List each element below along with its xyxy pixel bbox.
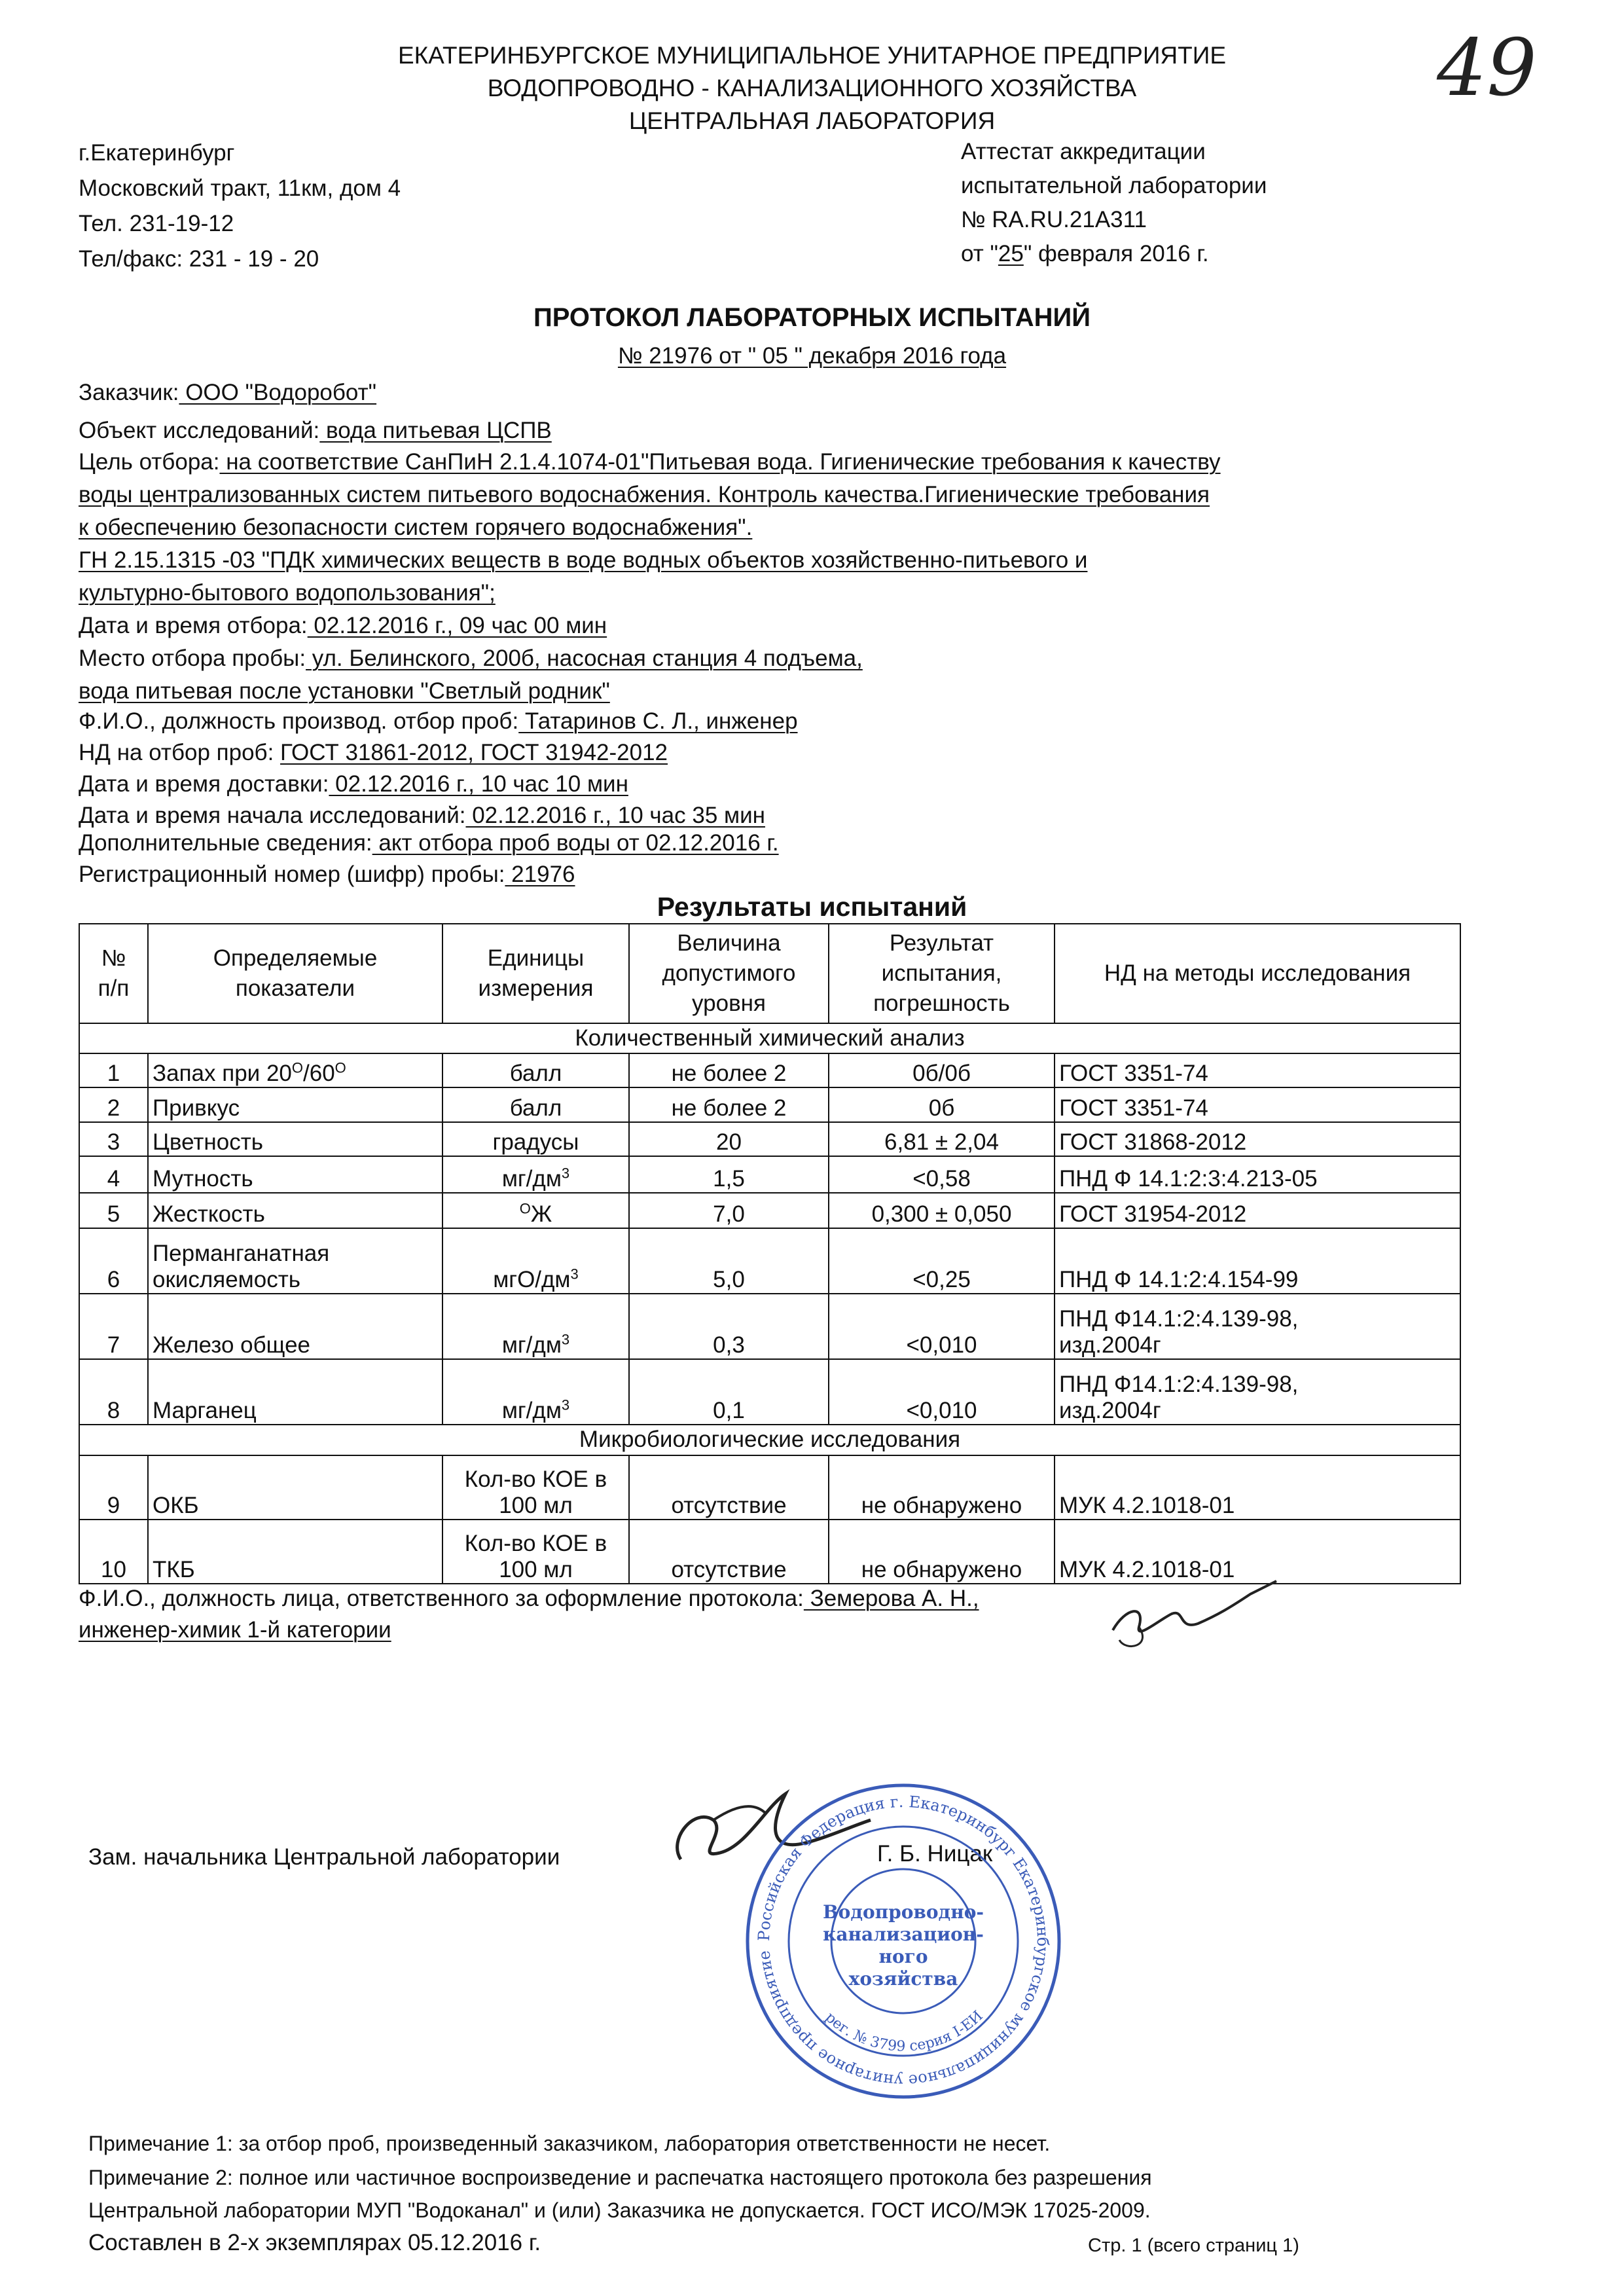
protocol-title: ПРОТОКОЛ ЛАБОРАТОРНЫХ ИСПЫТАНИЙ <box>533 303 1091 332</box>
table-row <box>79 1156 1460 1193</box>
row-unit: $^О$Ж <box>442 1193 629 1228</box>
row-indicator: Привкус <box>148 1087 442 1121</box>
row-unit: балл <box>442 1053 629 1087</box>
row-method: ПНД Ф 14.1:2:3:4.213-05 <box>1055 1156 1460 1193</box>
row-unit: $мг/дм^3$ <box>442 1294 629 1359</box>
row-result: 0б <box>829 1087 1055 1121</box>
row-result: 6,81 ± 2,04 <box>829 1122 1055 1156</box>
note-1: Примечание 1: за отбор проб, произведенный заказчиком, лаборатория ответственности не несет. <box>88 2132 1051 2155</box>
row-limit: 1,5 <box>629 1156 829 1193</box>
address-fax: Тел/факс: 231 - 19 - 20 <box>79 246 319 272</box>
purpose-field-line-3: к обеспечению безопасности систем горячего водоснабжения". <box>79 515 753 540</box>
row-method: ГОСТ 31954-2012 <box>1055 1193 1460 1228</box>
row-method: ГОСТ 3351-74 <box>1055 1087 1460 1121</box>
col-header-unit: Единицы измерения <box>442 924 629 1023</box>
handwritten-page-number: 49 <box>1437 23 1537 114</box>
svg-text:хозяйства: хозяйства <box>848 1968 958 1990</box>
table-row <box>79 1455 1460 1520</box>
table-header-row <box>79 924 1460 1023</box>
row-unit: Кол-во КОЕ в 100 мл <box>442 1520 629 1584</box>
row-number: 1 <box>79 1053 148 1087</box>
row-indicator: Мутность <box>148 1156 442 1193</box>
row-limit: отсутствие <box>629 1455 829 1520</box>
table-row <box>79 1122 1460 1156</box>
accreditation-line-2: испытательной лаборатории <box>961 173 1267 198</box>
col-header-indicator: Определяемые показатели <box>148 924 442 1023</box>
row-number: 2 <box>79 1087 148 1121</box>
copies-note: Составлен в 2-х экземплярах 05.12.2016 г. <box>88 2230 541 2255</box>
row-result: 0,300 ± 0,050 <box>829 1193 1055 1228</box>
results-table <box>79 923 1461 1584</box>
purpose-field-line-1: Цель отбора: на соответствие СанПиН 2.1.4.1074-01"Питьевая вода. Гигиенические требования к качеству <box>79 449 1221 475</box>
row-unit: $мг/дм^3$ <box>442 1156 629 1193</box>
responsible-person-field: Ф.И.О., должность лица, ответственного за оформление протокола: Земерова А. Н., <box>79 1586 979 1611</box>
row-limit: 0,1 <box>629 1359 829 1425</box>
row-limit: отсутствие <box>629 1520 829 1584</box>
row-result: <0,010 <box>829 1359 1055 1425</box>
row-method: МУК 4.2.1018-01 <box>1055 1455 1460 1520</box>
row-number: 3 <box>79 1122 148 1156</box>
row-number: 4 <box>79 1156 148 1193</box>
note-2-line-2: Центральной лаборатории МУП "Водоканал" и (или) Заказчика не допускается. ГОСТ ИСО/МЭК 17025-2009. <box>88 2198 1151 2222</box>
row-number: 10 <box>79 1520 148 1584</box>
row-indicator: ОКБ <box>148 1455 442 1520</box>
delivery-datetime-field: Дата и время доставки: 02.12.2016 г., 10 час 10 мин <box>79 771 628 797</box>
sampler-field: Ф.И.О., должность производ. отбор проб: Татаринов С. Л., инженер <box>79 708 798 734</box>
sampling-place-field-line-2: вода питьевая после установки "Светлый родник" <box>79 678 610 704</box>
address-city: г.Екатеринбург <box>79 140 235 166</box>
customer-field: Заказчик: ООО "Водоробот" <box>79 380 377 405</box>
row-method: ГОСТ 31868-2012 <box>1055 1122 1460 1156</box>
org-name-line-2: ВОДОПРОВОДНО - КАНАЛИЗАЦИОННОГО ХОЗЯЙСТВА <box>487 75 1137 101</box>
row-indicator: ТКБ <box>148 1520 442 1584</box>
row-unit: Кол-во КОЕ в 100 мл <box>442 1455 629 1520</box>
row-method: ПНД Ф 14.1:2:4.154-99 <box>1055 1228 1460 1294</box>
organization-stamp <box>743 1781 1064 2102</box>
page-info: Стр. 1 (всего страниц 1) <box>1088 2235 1299 2256</box>
col-header-limit: Величина допустимого уровня <box>629 924 829 1023</box>
row-method: ПНД Ф14.1:2:4.139-98, изд.2004г <box>1055 1359 1460 1425</box>
row-indicator: Перманганатная окисляемость <box>148 1228 442 1294</box>
row-limit: 5,0 <box>629 1228 829 1294</box>
row-limit: 20 <box>629 1122 829 1156</box>
purpose-field-line-2: воды централизованных систем питьевого водоснабжения. Контроль качества.Гигиенические требования <box>79 482 1210 507</box>
table-row <box>79 1294 1460 1359</box>
row-limit: не более 2 <box>629 1053 829 1087</box>
row-limit: 7,0 <box>629 1193 829 1228</box>
row-unit: градусы <box>442 1122 629 1156</box>
table-row <box>79 1228 1460 1294</box>
svg-text:Российская Федерация г. Екатер: Российская Федерация г. Екатеринбург Екатеринбургское муниципальное унитарное предприятие <box>754 1792 1053 2090</box>
svg-text:ного: ного <box>878 1946 928 1967</box>
row-result: 0б/0б <box>829 1053 1055 1087</box>
responsible-signature <box>1100 1568 1296 1653</box>
row-limit: не более 2 <box>629 1087 829 1121</box>
row-indicator: Марганец <box>148 1359 442 1425</box>
organization-header <box>0 39 1624 137</box>
section-row-microbiological <box>79 1425 1460 1455</box>
table-row <box>79 1193 1460 1228</box>
row-indicator: Цветность <box>148 1122 442 1156</box>
accreditation-number: № RA.RU.21A311 <box>961 207 1147 232</box>
row-method: МУК 4.2.1018-01 <box>1055 1520 1460 1584</box>
results-heading: Результаты испытаний <box>657 892 967 922</box>
svg-text:Водопроводно-: Водопроводно- <box>822 1901 984 1923</box>
section-label-chemical: Количественный химический анализ <box>79 1023 1460 1053</box>
row-number: 8 <box>79 1359 148 1425</box>
row-result: не обнаружено <box>829 1520 1055 1584</box>
object-field: Объект исследований: вода питьевая ЦСПВ <box>79 418 552 443</box>
table-row <box>79 1359 1460 1425</box>
address-phone: Тел. 231-19-12 <box>79 211 234 236</box>
approver-position: Зам. начальника Центральной лаборатории <box>88 1844 560 1870</box>
row-unit: мгО/$дм^3$ <box>442 1228 629 1294</box>
row-result: не обнаружено <box>829 1455 1055 1520</box>
section-row-chemical <box>79 1023 1460 1053</box>
accreditation-date: от "25" февраля 2016 г. <box>961 241 1209 266</box>
row-result: <0,010 <box>829 1294 1055 1359</box>
row-number: 7 <box>79 1294 148 1359</box>
additional-info-field: Дополнительные сведения: акт отбора проб воды от 02.12.2016 г. <box>79 830 779 856</box>
address-street: Московский тракт, 11км, дом 4 <box>79 175 401 201</box>
section-label-microbiological: Микробиологические исследования <box>79 1425 1460 1455</box>
org-name-line-3: ЦЕНТРАЛЬНАЯ ЛАБОРАТОРИЯ <box>628 107 996 134</box>
row-number: 9 <box>79 1455 148 1520</box>
table-row <box>79 1087 1460 1121</box>
row-number: 5 <box>79 1193 148 1228</box>
row-method: ГОСТ 3351-74 <box>1055 1053 1460 1087</box>
protocol-number: № 21976 от " 05 " декабря 2016 года <box>617 343 1007 369</box>
sampling-place-field-line-1: Место отбора пробы: ул. Белинского, 200б, насосная станция 4 подъема, <box>79 646 863 671</box>
nd-sampling-field: НД на отбор проб: ГОСТ 31861-2012, ГОСТ 31942-2012 <box>79 740 668 765</box>
registration-number-field: Регистрационный номер (шифр) пробы: 21976 <box>79 862 575 887</box>
svg-text:канализацион-: канализацион- <box>823 1923 984 1945</box>
purpose-field-line-5: культурно-бытового водопользования"; <box>79 580 496 606</box>
row-indicator: Железо общее <box>148 1294 442 1359</box>
row-result: <0,58 <box>829 1156 1055 1193</box>
row-number: 6 <box>79 1228 148 1294</box>
note-2-line-1: Примечание 2: полное или частичное воспроизведение и распечатка настоящего протокола без разрешения <box>88 2166 1152 2189</box>
row-result: <0,25 <box>829 1228 1055 1294</box>
col-header-method: НД на методы исследования <box>1055 924 1460 1023</box>
row-unit: балл <box>442 1087 629 1121</box>
approver-name: Г. Б. Ницак <box>877 1841 993 1867</box>
table-row <box>79 1053 1460 1087</box>
row-limit: 0,3 <box>629 1294 829 1359</box>
row-unit: $мг/дм^3$ <box>442 1359 629 1425</box>
study-start-field: Дата и время начала исследований: 02.12.2016 г., 10 час 35 мин <box>79 803 765 828</box>
row-indicator: Запах при $20^О/60^О$ <box>148 1053 442 1087</box>
responsible-person-position: инженер-химик 1-й категории <box>79 1617 391 1643</box>
sampling-datetime-field: Дата и время отбора: 02.12.2016 г., 09 час 00 мин <box>79 613 607 638</box>
org-name-line-1: ЕКАТЕРИНБУРГСКОЕ МУНИЦИПАЛЬНОЕ УНИТАРНОЕ ПРЕДПРИЯТИЕ <box>397 42 1227 69</box>
accreditation-line-1: Аттестат аккредитации <box>961 139 1206 164</box>
purpose-field-line-4: ГН 2.15.1315 -03 "ПДК химических веществ в воде водных объектов хозяйственно-питьевого и <box>79 547 1088 573</box>
col-header-result: Результат испытания, погрешность <box>829 924 1055 1023</box>
row-indicator: Жесткость <box>148 1193 442 1228</box>
col-header-number: № п/п <box>79 924 148 1023</box>
svg-text:рег. № 3799 серия I-ЕИ: рег. № 3799 серия I-ЕИ <box>821 2007 986 2055</box>
row-method: ПНД Ф14.1:2:4.139-98, изд.2004г <box>1055 1294 1460 1359</box>
